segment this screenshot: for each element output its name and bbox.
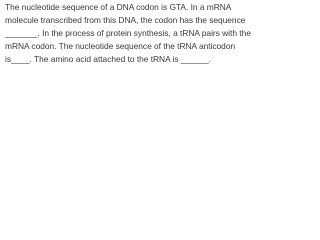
question-text-line-2: molecule transcribed from this DNA, the codon has the sequence [5,15,246,25]
question-text-line-4: mRNA codon. The nucleotide sequence of the tRNA anticodon [5,41,236,51]
question-card [0,0,262,69]
question-text-line-3: _______. In the process of protein synthesis, a tRNA pairs with the [5,28,251,38]
question-text-line-1: The nucleotide sequence of a DNA codon is GTA. In a mRNA [5,2,232,12]
question-text-line-5: is____. The amino acid attached to the tRNA is ______. [5,54,211,64]
